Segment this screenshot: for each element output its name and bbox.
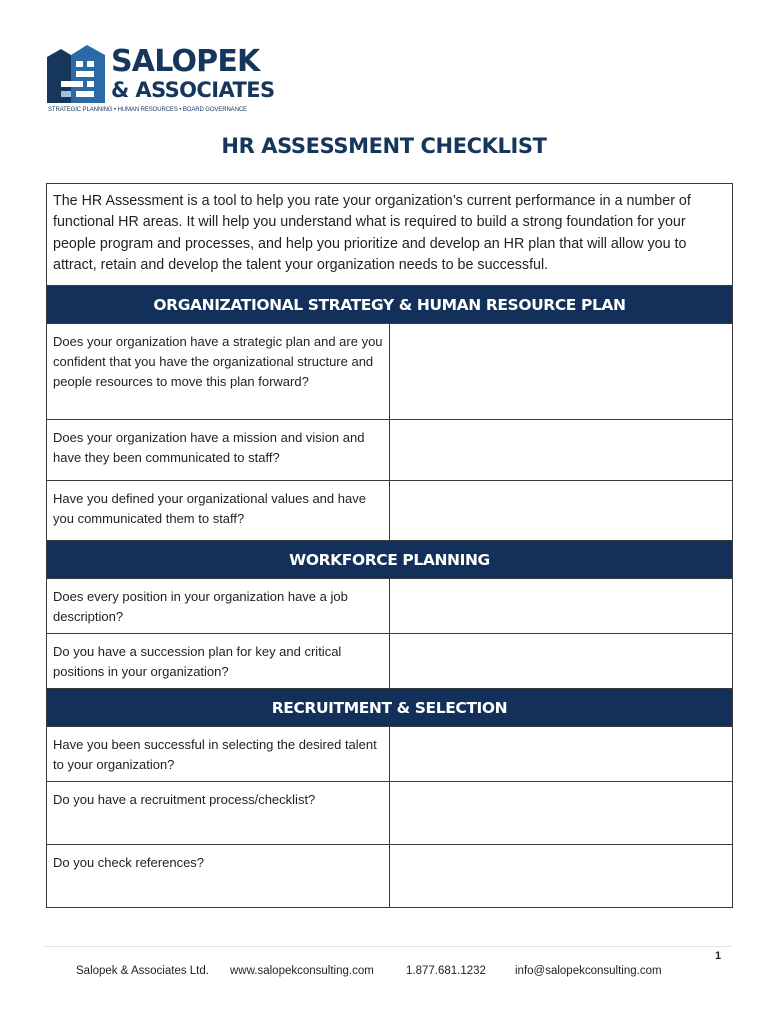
answer-cell[interactable] bbox=[390, 579, 733, 634]
answer-cell[interactable] bbox=[390, 727, 733, 782]
intro-text: The HR Assessment is a tool to help you rate your organization’s current performance in a number of functional HR areas. It will help you understand what is required to build a strong foundation for your people program and processes, and help you prioritize and develop an HR plan that will allow you to attract, retain and develop the talent your organization needs to be successful. bbox=[47, 184, 733, 286]
footer-email-link[interactable]: info@salopekconsulting.com bbox=[515, 965, 662, 977]
question-text: Have you defined your organizational values and have you communicated them to staff? bbox=[47, 481, 390, 541]
question-text: Does your organization have a mission and vision and have they been communicated to staff? bbox=[47, 420, 390, 481]
footer-website-link[interactable]: www.salopekconsulting.com bbox=[230, 965, 374, 977]
footer-company: Salopek & Associates Ltd. bbox=[76, 965, 209, 977]
question-text: Have you been successful in selecting the desired talent to your organization? bbox=[47, 727, 390, 782]
answer-cell[interactable] bbox=[390, 634, 733, 689]
question-text: Does your organization have a strategic plan and are you confident that you have the organizational structure and people resources to move this plan forward? bbox=[47, 324, 390, 420]
question-text: Do you check references? bbox=[47, 845, 390, 908]
answer-cell[interactable] bbox=[390, 782, 733, 845]
building-logo-icon bbox=[47, 45, 105, 103]
answer-cell[interactable] bbox=[390, 481, 733, 541]
section-heading-recruitment: RECRUITMENT & SELECTION bbox=[47, 689, 733, 727]
question-text: Do you have a succession plan for key and critical positions in your organization? bbox=[47, 634, 390, 689]
logo-tagline: STRATEGIC PLANNING • HUMAN RESOURCES • BOARD GOVERNANCE bbox=[48, 107, 247, 113]
section-heading-workforce: WORKFORCE PLANNING bbox=[47, 541, 733, 579]
answer-cell[interactable] bbox=[390, 420, 733, 481]
document-title: HR ASSESSMENT CHECKLIST bbox=[221, 134, 547, 158]
logo-subname: & ASSOCIATES bbox=[111, 78, 275, 102]
question-text: Do you have a recruitment process/checklist? bbox=[47, 782, 390, 845]
footer-divider bbox=[43, 946, 732, 947]
page-number: 1 bbox=[715, 950, 722, 962]
section-heading-strategy: ORGANIZATIONAL STRATEGY & HUMAN RESOURCE PLAN bbox=[47, 286, 733, 324]
logo-name: SALOPEK bbox=[111, 44, 260, 79]
assessment-table bbox=[46, 183, 733, 908]
footer-phone[interactable]: 1.877.681.1232 bbox=[406, 965, 486, 977]
company-logo bbox=[47, 44, 275, 117]
answer-cell[interactable] bbox=[390, 845, 733, 908]
answer-cell[interactable] bbox=[390, 324, 733, 420]
question-text: Does every position in your organization have a job description? bbox=[47, 579, 390, 634]
